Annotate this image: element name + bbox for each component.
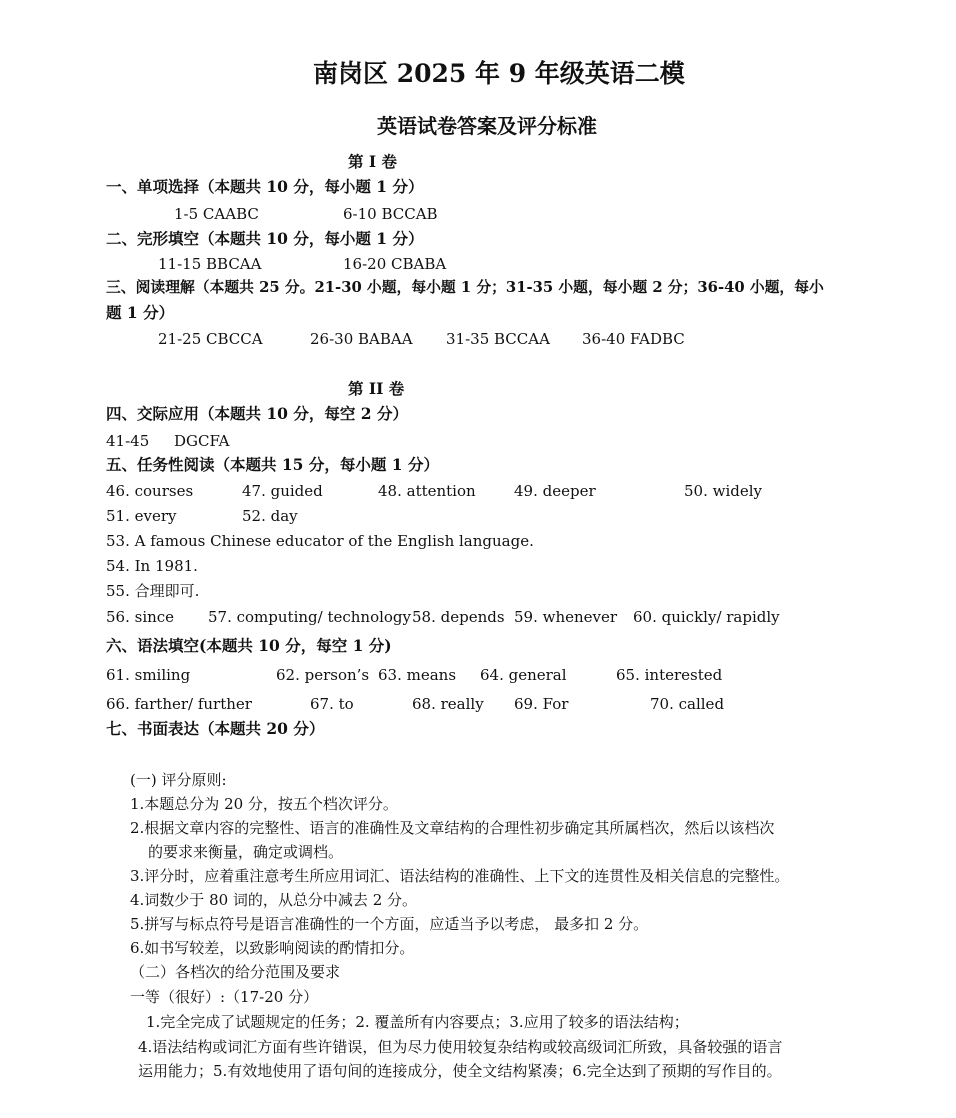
answer-59: 59. whenever [514,608,618,626]
section-3-answer-1: 21-25 CBCCA [158,330,263,348]
principle-6: 6.如书写较差，以致影响阅读的酌情扣分。 [130,939,415,957]
answer-58: 58. depends [412,608,505,626]
answer-66: 66. farther/ further [106,695,252,713]
section-1-answer-1: 1-5 CAABC [174,205,259,223]
section-4-answer: DGCFA [174,432,230,450]
section-6-heading: 六、语法填空(本题共 10 分，每空 1 分) [106,636,392,655]
section-3-answer-4: 36-40 FADBC [582,330,685,348]
principle-3: 3.评分时，应着重注意考生所应用词汇、语法结构的准确性、上下文的连贯性及相关信息的完整性。 [130,867,790,885]
section-4-heading: 四、交际应用（本题共 10 分，每空 2 分） [106,404,408,423]
section-1-heading: 一、单项选择（本题共 10 分，每小题 1 分） [106,177,424,196]
section-2-answer-2: 16-20 CBABA [343,255,447,273]
answer-46: 46. courses [106,482,194,500]
level-1-criteria-2: 4.语法结构或词汇方面有些许错误，但为尽力使用较复杂结构或较高级词汇所致，具备较强的语言 [138,1038,783,1056]
page-subtitle: 英语试卷答案及评分标准 [377,114,597,138]
section-2-heading: 二、完形填空（本题共 10 分，每小题 1 分） [106,229,424,248]
principle-5: 5.拼写与标点符号是语言准确性的一个方面，应适当予以考虑， 最多扣 2 分。 [130,915,649,933]
section-3-answer-2: 26-30 BABAA [310,330,413,348]
answer-49: 49. deeper [514,482,596,500]
answer-47: 47. guided [242,482,323,500]
answer-63: 63. means [378,666,457,684]
principle-1: 1.本题总分为 20 分，按五个档次评分。 [130,795,398,813]
answer-64: 64. general [480,666,567,684]
answer-60: 60. quickly/ rapidly [633,608,780,626]
scoring-principles-title: (一) 评分原则: [130,771,227,789]
answer-69: 69. For [514,695,569,713]
answer-54: 54. In 1981. [106,557,198,575]
section-1-answer-2: 6-10 BCCAB [343,205,438,223]
answer-53: 53. A famous Chinese educator of the English language. [106,532,534,550]
answer-68: 68. really [412,695,484,713]
answer-57: 57. computing/ technology [208,608,412,626]
section-4-label: 41-45 [106,432,150,450]
score-levels-title: （二）各档次的给分范围及要求 [130,963,341,981]
answer-52: 52. day [242,507,298,525]
section-7-heading: 七、书面表达（本题共 20 分） [106,719,325,738]
section-2-answer-1: 11-15 BBCAA [158,255,262,273]
section-3-heading-continued: 题 1 分） [106,303,175,322]
volume-1-heading: 第 I 卷 [348,152,398,171]
page-title: 南岗区 2025 年 9 年级英语二模 [313,59,685,88]
section-3-answer-3: 31-35 BCCAA [446,330,550,348]
answer-65: 65. interested [616,666,723,684]
answer-55: 55. 合理即可. [106,582,200,600]
answer-48: 48. attention [378,482,476,500]
level-1-criteria-3: 运用能力；5.有效地使用了语句间的连接成分，使全文结构紧凑；6.完全达到了预期的写作目的。 [138,1062,782,1080]
volume-2-heading: 第 II 卷 [348,379,405,398]
answer-67: 67. to [310,695,354,713]
answer-61: 61. smiling [106,666,191,684]
section-5-heading: 五、任务性阅读（本题共 15 分，每小题 1 分） [106,455,439,474]
answer-51: 51. every [106,507,177,525]
principle-2-continued: 的要求来衡量，确定或调档。 [148,843,344,861]
principle-4: 4.词数少于 80 词的，从总分中减去 2 分。 [130,891,418,909]
answer-62: 62. person’s [276,666,370,684]
level-1-title: 一等（很好）:（17-20 分） [130,988,319,1006]
answer-56: 56. since [106,608,175,626]
answer-70: 70. called [650,695,725,713]
level-1-criteria-1: 1.完全完成了试题规定的任务；2. 覆盖所有内容要点；3.应用了较多的语法结构； [146,1013,689,1031]
section-3-heading: 三、阅读理解（本题共 25 分。21-30 小题，每小题 1 分；31-35 小题，每小题 2 分；36-40 小题，每小 [106,279,824,296]
principle-2: 2.根据文章内容的完整性、语言的准确性及文章结构的合理性初步确定其所属档次，然后以该档次 [130,819,775,837]
answer-50: 50. widely [684,482,763,500]
